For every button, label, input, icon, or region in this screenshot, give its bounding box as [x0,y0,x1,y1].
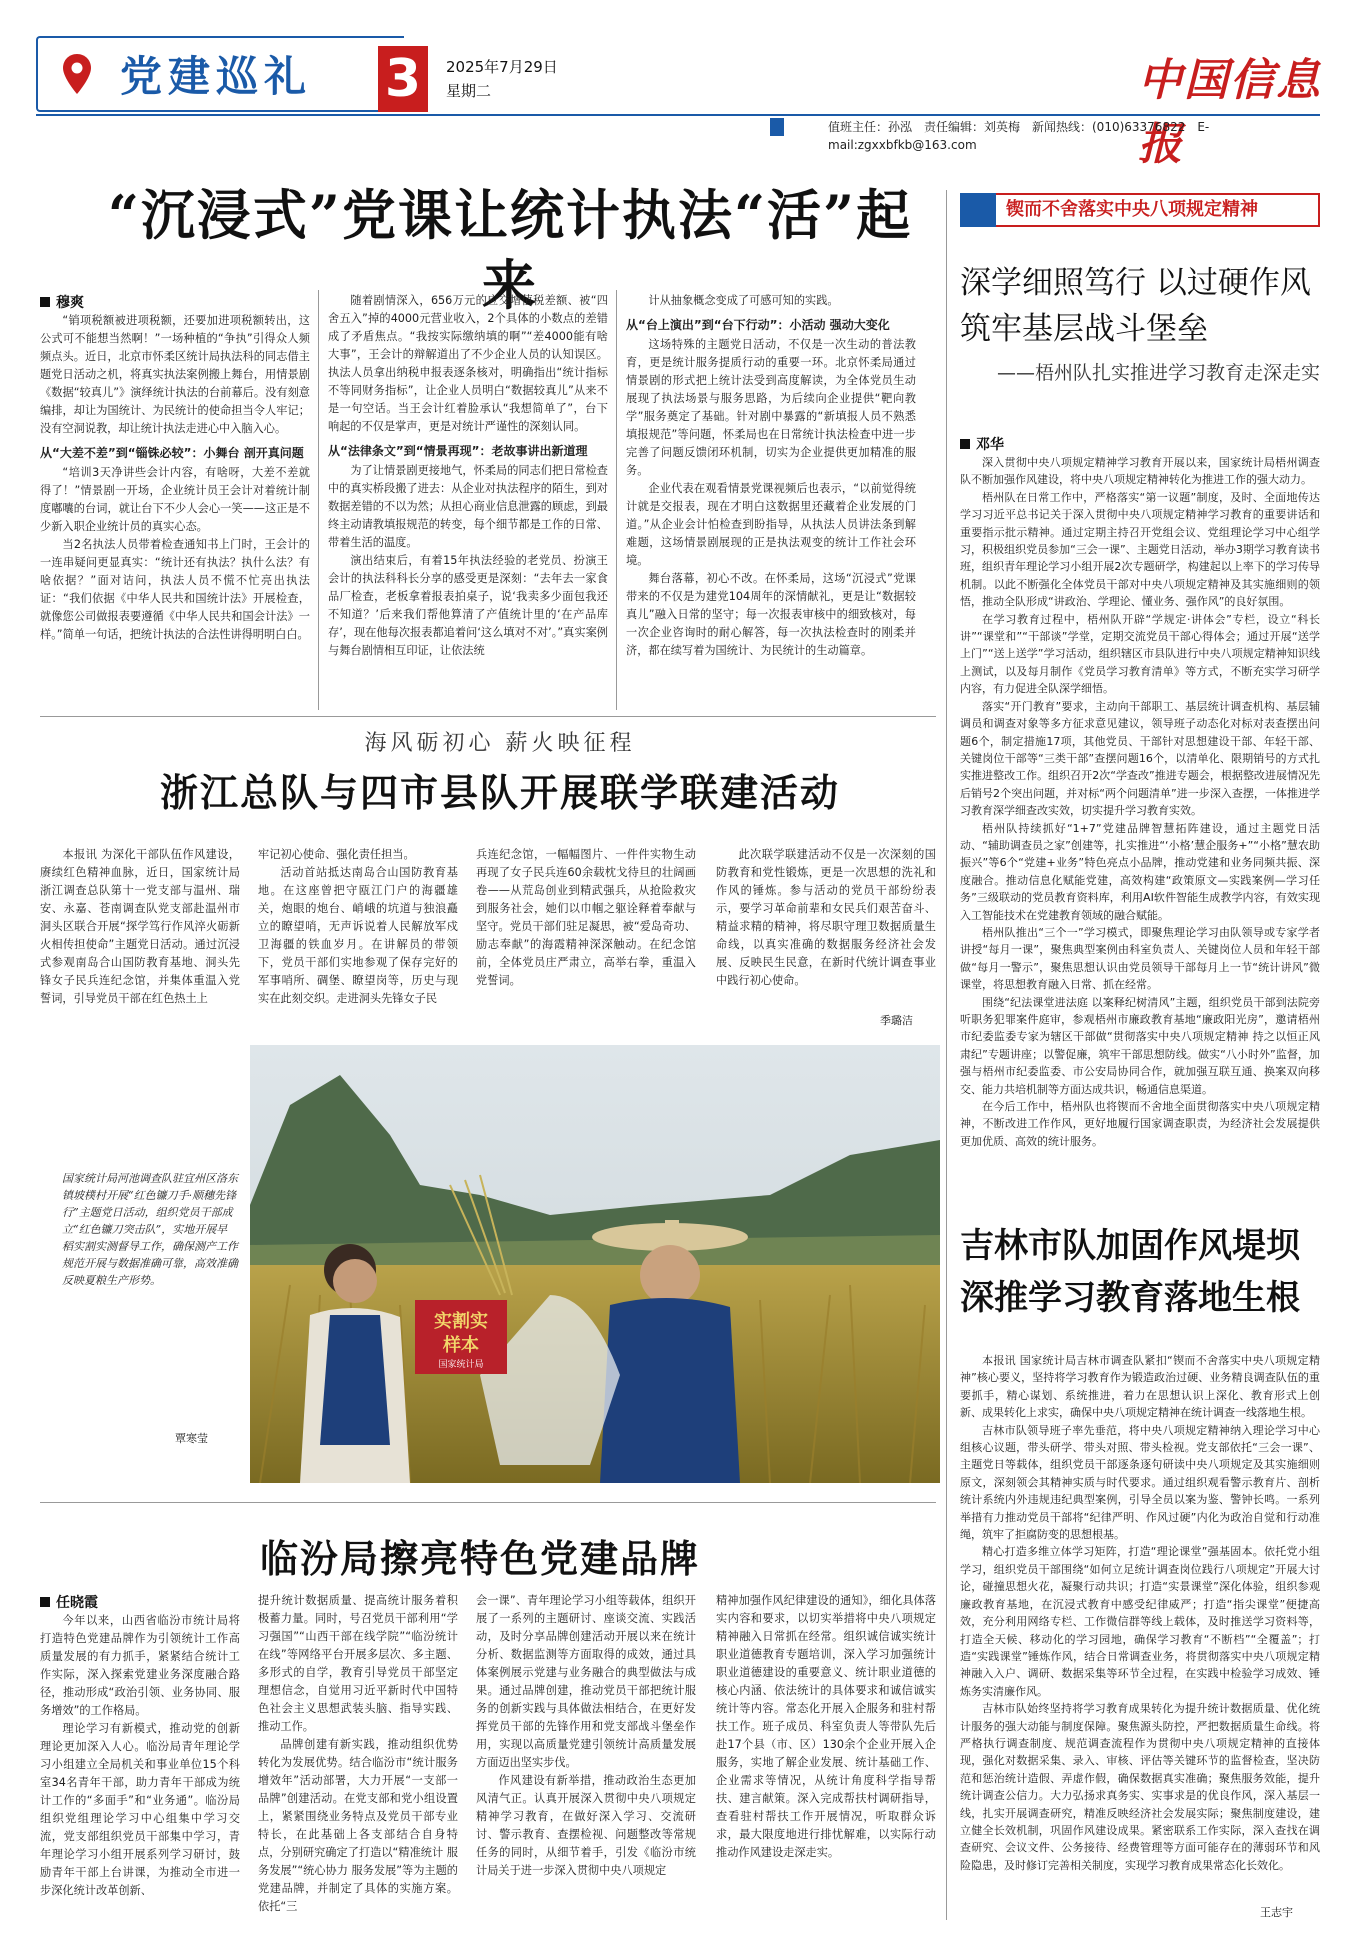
news-photo [250,1045,940,1483]
paragraph: 本报讯 国家统计局吉林市调查队紧扣“锲而不舍落实中央八项规定精神”核心要义，坚持将学习教育作为锻造政治过硬、业务精良调查队伍的重要抓手，精心谋划、系统推进，着力在思想认识上深化、教育形式上创新、成果转化上求实，确保中央八项规定精神在统计调查一线落地生根。 [960,1354,1320,1420]
article2-title: 浙江总队与四市县队开展联学联建活动 [159,770,840,815]
paragraph: “培训3天净讲些会计内容，有啥呀，大差不差就得了！”情景剧一开场，企业统计员王会计对着统计制度嘟囔的台词，就让台下不少人会心一笑——这正是不少新入职企业统计员的真实心态。 [40,466,310,533]
location-pin-icon [60,52,94,96]
article1-col1 [40,312,310,708]
paragraph: 梧州队持续抓好“1+7”党建品牌智慧拓阵建设，通过主题党日活动、“辅助调查员之家”创建等，扎实推进“‘小格’慧企服务+”“小格”慧农助振兴”等6个“党建+业务”特色亮点小品牌，推动党建和业务同频共振、深度融合。推动信息化赋能党建，高效构建“政策原文—实践案例—学习任务”三级联动的党员教育资料库，利用AI软件智能生成教学内容，有效实现入工智能技术在党建教育领域的融合赋能。 [960,821,1320,922]
paragraph: 企业代表在观看情景党课视频后也表示，“以前觉得统计就是交报表，现在才明白这数据里还藏着企业发展的门道。”从企业会计怕检查到盼指导，从执法人员讲法条到解难题，这场情景剧展现的正是执法观变的统计工作社会环境。 [626,482,916,567]
sidebar-body [960,454,1320,1200]
article2-kicker: 海风砺初心 薪火映征程 [364,731,636,756]
column-divider [616,290,617,710]
sign-text-1: 实割实 [434,1311,488,1332]
sidebar-author: 邓华 [960,434,1004,454]
paragraph: 精心打造多维立体学习矩阵，打造“理论课堂”强基固本。依托党小组学习，组织党员干部围绕“如何立足统计调查岗位践行八项规定”开展大讨论，碰撞思想火花，凝聚行动共识；打造“实景课堂”深化体验，组织参观廉政教育基地，在沉浸式教育中感受纪律威严；打造“指尖课堂”便捷高效，充分利用网络专栏、工作微信群等线上载体，及时推送学习资料等，打造全天候、移动化的学习园地，确保学习教育“不断档”“全覆盖”；打造“实践课堂”锤炼作风，结合日常调查业务，将贯彻落实中央八项规定精神融入入户、调研、数据采集等环节全过程，在实践中检验学习成效、锤炼务实清廉作风。 [960,1545,1320,1698]
paragraph: 梧州队在日常工作中，严格落实“第一议题”制度，及时、全面地传达学习习近平总书记关于深入贯彻中央八项规定精神学习教育的重要讲话和重要指示批示精神。通过定期主持召开党组会议、党组理论学习中心组学习，积极组织党员参加“三会一课”、主题党日活动，举办3期学习教育读书班，组织青年理论学习小组开展2次专题研学，构建起以上率下的学习传导机制。以此不断强化全体党员干部对中央八项规定精神及其实施细则的领悟，推动全队形成“讲政治、学理论、懂业务、强作风”的良好氛围。 [960,490,1320,609]
rice-harvest-photo [250,1045,940,1483]
subheading: 从“台上演出”到“台下行动”：小活动 强动大变化 [626,318,890,332]
sidebar-tag-marker [960,193,996,227]
paragraph: 作风建设有新举措，推动政治生态更加风清气正。认真开展深入贯彻中央八项规定精神学习教育，在做好深入学习、交流研讨、警示教育、查摆检视、问题整改等常规任务的同时，从细节着手，引发《临汾市统计局关于进一步深入贯彻中央八项规定 [476,1774,696,1877]
sign-text-3: 国家统计局 [438,1360,484,1370]
paragraph: 今年以来，山西省临汾市统计局将打造特色党建品牌作为引领统计工作高质量发展的有力抓手，紧紧结合统计工作实际，深入探索党建业务深度融合路径，推动形成“政治引领、业务协同、服务增效”的工作格局。 [40,1614,240,1717]
paragraph: 在学习教育过程中，梧州队开辟“学规定·讲体会”专栏，设立“科长讲”“课堂和”“干部谈”学堂，定期交流党员干部心得体会；通过开展“送学上门”“送上送学”学习活动，组织辖区市县队进行中央八项规定精神知识线上测试，以及每月制作《党员学习教育清单》等方式，不断充实学习研学内容，有力促进全队深学细悟。 [960,612,1320,696]
paragraph: “销项税额被进项税额，还要加进项税额转出，这公式可不能想当然啊！”一场种植的“争执”引得众人频频点头。近日，北京市怀柔区统计局执法科的同志借主题党日活动之机，将真实执法案例搬上舞台，用情景剧《数据“较真儿”》演绎统计执法的台前幕后。没有刻意编排，却让为国统计、为民统计的使命担当令人牢记；没有空洞说教，却让统计执法走进心中入脑入心。 [40,314,310,435]
article2-byline: 季璐洁 [880,1014,913,1027]
paragraph: 当2名执法人员带着检查通知书上门时，王会计的一连串疑问更显真实：“统计还有执法？执什么法？有啥依据？”面对诘问，执法人员不慌不忙亮出执法证：“我们依据《中华人民共和国统计法》开展检查，就像您公司做报表要遵循《中华人民共和国会计法》一样。”简单一句话，把统计执法的合法性讲得明明白白。 [40,538,310,641]
article2-col4 [716,846,936,1026]
photo-credit: 覃寒莹 [175,1432,208,1445]
issue-weekday: 星期二 [446,82,492,100]
paragraph: 兵连纪念馆，一幅幅图片、一件件实物生动再现了女子民兵连60余载枕戈待旦的壮阔画卷——从荒岛创业到精武强兵，从抢险救灾到服务社会，她们以巾帼之躯诠释着奉献与坚守。党员干部们驻足凝思，被“爱岛奇功、励志奉献”的海霞精神深深触动。在纪念馆前，全体党员庄严肃立，高举右拳，重温入党誓词。 [476,848,696,987]
article3-author: 任晓霞 [40,1592,98,1612]
article3-col1 [40,1612,240,1928]
paragraph: 此次联学联建活动不仅是一次深刻的国防教育和党性锻炼，更是一次思想的洗礼和作风的锤炼。参与活动的党员干部纷纷表示，要学习革命前辈和女民兵们艰苦奋斗、精益求精的精神，将尽职守理卫数据质量生命线，以真实准确的数据服务经济社会发展、反映民生民意，在新时代统计调查事业中践行初心使命。 [716,848,936,987]
issue-date: 2025年7月29日 [446,58,558,76]
article3-col4 [716,1592,936,1928]
subheading: 从“大差不差”到“锱铢必较”：小舞台 剖开真问题 [40,446,304,460]
section-title: 党建巡礼 [120,52,313,101]
article4-title: 吉林市队加固作风堤坝 深推学习教育落地生根 [960,1226,1300,1318]
paragraph: 提升统计数据质量、提高统计服务着积极蓄力量。同时，号召党员干部利用“学习强国”“山西干部在线学院”“临汾统计在线”等网络平台开展多层次、多主题、多形式的自学，教育引导党员干部坚定理想信念，自觉用习近平新时代中国特色社会主义思想武装头脑、指导实践、推动工作。 [258,1594,458,1733]
article2-col3 [476,846,696,1026]
article2-col1 [40,846,240,1026]
sidebar-subtitle: ——梧州队扎实推进学习教育走深走实 [996,362,1320,384]
paragraph: 理论学习有新模式，推动党的创新理论更加深入人心。临汾局青年理论学习小组建立全局机关和事业单位15个科室34名青年干部，助力青年干部成为统计工作的“多面手”和“业务通”。临汾局组织党组理论学习中心组集中学习交流，党支部组织党员干部集中学习，青年理论学习小组开展系列学习研讨，鼓励青年干部上台讲课，为推动全市进一步深化统计改革创新、 [40,1722,240,1897]
sidebar-title: 深学细照笃行 以过硬作风筑牢基层战斗堡垒 [960,265,1311,347]
sidebar-tag-label: 锲而不舍落实中央八项规定精神 [996,193,1320,227]
article4-byline: 王志宇 [1260,1906,1293,1919]
paragraph: 计从抽象概念变成了可感可知的实践。 [648,294,839,307]
paragraph: 演出结束后，有着15年执法经验的老党员、扮演王会计的执法科科长分享的感受更是深刻：“去年去一家食品厂检查，老板拿着报表拍桌子，说‘我卖多少面包我还不知道？’后来我们帮他算清了产值统计里的‘在产品库存’，现在他每次报表都追着问‘这么填对不对’。”真实案例与舞台剧情相互印证，让依法统 [328,554,608,657]
paragraph: 本报讯 为深化干部队伍作风建设，赓续红色精神血脉，近日，国家统计局浙江调查总队第十一党支部与温州、瑞安、永嘉、苍南调查队党支部赴温州市洞头区联合开展“探学笃行作风淬火砺新火相传担使命”主题党日活动。通过沉浸式参观南岛合山国防教育基地、洞头先锋女子民兵连纪念馆，并集体重温入党誓词，引导党员干部在红色热土上 [40,848,240,1005]
paragraph: 品牌创建有新实践，推动组织优势转化为发展优势。结合临汾市“统计服务增效年”活动部署，大力开展“一支部一品牌”创建活动。在党支部和党小组设置上，紧紧围绕业务特点及党员干部专业特长，在此基础上各支部结合自身特点，分别研究确定了打造以“精准统计 服务发展”“统心协力 服务发展”等为主题的党建品牌，并制定了具体的实施方案。依托“三 [258,1738,458,1913]
paragraph: 为了让情景剧更接地气，怀柔局的同志们把日常检查中的真实桥段搬了进去：从企业对执法程序的陌生，到对数据差错的不以为然；从担心商业信息泄露的顾虑，到最终主动请教填报规范的转变，每个细节都是工作的日常、带着生活的温度。 [328,464,608,549]
article3-col3 [476,1592,696,1928]
paragraph: 精神加强作风纪律建设的通知》，细化具体落实内容和要求，以切实举措将中央八项规定精神融入日常抓在经常。组织诚信诚实统计职业道德教育专题培训，深入学习加强统计职业道德建设的重要意义、统计职业道德的核心内涵、依法统计的具体要求和诚信诚实统计等内容。常态化开展入企服务和驻村帮扶工作。班子成员、科室负责人等带队先后赴17个县（市、区）130余个企业开展入企服务，实地了解企业发展、统计基础工作、企业需求等情况，从统计角度科学指导帮扶、建言献策。深入完成帮扶村调研指导，查看驻村帮扶工作开展情况，听取群众诉求，最大限度地进行排忧解难，以实际行动推动作风建设走深走实。 [716,1594,936,1859]
paragraph: 活动首站抵达南岛合山国防教育基地。在这座曾把守瓯江门户的海疆雄关，炮眼的炮台、峭峨的坑道与独浪矗立的瞭望哨，无声诉说着人民解放军戍卫海疆的铁血岁月。在讲解员的带领下，党员干部们实地参观了保存完好的军事哨所、碉堡、瞭望岗等，历史与现实在此刻交织。走进洞头先锋女子民 [258,866,458,1005]
paragraph: 随着剧情深入，656万元的应交增值税差额、被“四舍五入”掉的4000元营业收入，2个具体的小数点的差错成了矛盾焦点。“我按实际缴纳填的啊”“差4000能有啥大事”，王会计的辩解道出了不少企业人员的认知误区。执法人员拿出纳税申报表逐条核对，明确指出“统计指标不等同财务指标”，让企业人员明白“数据较真儿”从来不是一句空话。当王会计红着脸承认“我想简单了”，台下响起的不仅是掌声，更是对统计严谨性的深刻认同。 [328,294,608,433]
section-divider [40,1502,936,1503]
article4-body [960,1352,1320,1900]
sidebar-divider [946,190,947,1920]
article1-col2 [328,292,608,708]
paragraph: 这场特殊的主题党日活动，不仅是一次生动的普法教育，更是统计服务提质行动的重要一环。北京怀柔局通过情景剧的形式把上统计法受到高度解读，为全体党员生动展现了执法场景与服务思路，为后续向企业提供“靶向教学”服务奠定了基础。针对剧中暴露的“新填报人员不熟悉填报规范”等问题，怀柔局也在日常统计执法检查中进一步完善了问题反馈闭环机制，切实为企业提供更加精准的服务。 [626,338,916,477]
article3-col2 [258,1592,458,1928]
paragraph: 在今后工作中，梧州队也将锲而不舍地全面贯彻落实中央八项规定精神，不断改进工作作风，更好地履行国家调查职责，为经济社会发展提供更加优质、高效的统计服务。 [960,1100,1320,1148]
paragraph: 牢记初心使命、强化责任担当。 [258,848,415,861]
page-number: 3 [378,46,428,112]
article3-title: 临汾局擦亮特色党建品牌 [259,1536,700,1581]
paragraph: 梧州队推出“三个一”学习模式，即聚焦理论学习由队领导或专家学者讲授“每月一课”，聚焦典型案例由科室负责人、关键岗位人员和年轻干部做“每月一警示”，聚焦思想认识由党员领导干部每月上一节“统计讲风”微课堂，将思想教育融入日常、抓在经常。 [960,925,1320,992]
article1-author: 穆爽 [40,292,84,312]
column-divider [318,290,319,710]
paragraph: 深入贯彻中央八项规定精神学习教育开展以来，国家统计局梧州调查队不断加强作风建设，将中央八项规定精神转化为推进工作的强大动力。 [960,456,1320,487]
article1-title: “沉浸式”党课让统计执法“活”起来 [107,183,913,317]
sign-text-2: 样本 [443,1335,479,1356]
sidebar-tag [960,193,1320,227]
paragraph: 吉林市队领导班子率先垂范，将中央八项规定精神纳入理论学习中心组核心议题，带头研学、带头对照、带头检视。党支部依托“三会一课”、主题党日等载体，组织党员干部逐条逐句研读中央八项规定及其实施细则原文，深刻领会其精神实质与时代要求。通过组织观看警示教育片、剖析统计系统内外违规违纪典型案例，引导全员以案为鉴、警钟长鸣。一系列举措有力推动党员干部将“纪律严明、作风过硬”内化为政治自觉和行动准绳，筑牢了拒腐防变的思想根基。 [960,1423,1320,1542]
paragraph: 围绕“纪法课堂进法庭 以案释纪树清风”主题，组织党员干部到法院旁听职务犯罪案件庭审，参观梧州市廉政教育基地“廉政阳光房”，邀请梧州市纪委监委专家为辖区干部做“贯彻落实中央八项规定精神 持之以恒正风肃纪”专题讲座；以警促廉，筑牢干部思想防线。做实“八小时外”监督，加强与梧州市纪委监委、市公安局协同合作，就加强互联互通、换案双向移交、能力共培机制等方面达成共识，畅通信息渠道。 [960,995,1320,1096]
paragraph: 会一课”、青年理论学习小组等载体，组织开展了一系列的主题研讨、座谈交流、实践活动，及时分享品牌创建活动开展以来在统计分析、数据监测等方面取得的成效，通过具体案例展示党建与业务融合的典型做法与成果。通过品牌创建，推动党员干部把统计服务的创新实践与具体做法相结合，在更好发挥党员干部的先锋作用和党支部战斗堡垒作用，实现以高质量党建引领统计高质量发展方面迈出坚实步伐。 [476,1594,696,1769]
staff-info: 值班主任：孙泓 责任编辑：刘英梅 新闻热线：(010)63376822 E-mail:zgxxbfkb@163.com [828,120,1210,152]
paragraph: 吉林市队始终坚持将学习教育成果转化为提升统计数据质量、优化统计服务的强大动能与制度保障。聚焦源头防控，严把数据质量生命线。将严格执行调查制度、规范调查流程作为贯彻中央八项规定精神的直接体现，强化对数据采集、录入、审核、评估等关键环节的监督检查，坚决防范和惩治统计造假、弄虚作假，确保数据真实准确；聚焦服务效能，提升统计调查公信力。大力弘扬求真务实、实事求是的优良作风，深入基层一线，扎实开展调查研究，精准反映经济社会发展实际；聚焦制度建设，建立健全长效机制，巩固作风建设成果。紧密联系工作实际，深入查找在调查研究、会议文件、公务接待、经费管理等方面可能存在的薄弱环节和风险隐患，及时修订完善相关制度，实现学习教育成果常态化长效化。 [960,1702,1320,1872]
subheading: 从“法律条文”到“情景再现”：老故事讲出新道理 [328,444,588,458]
article1-col3 [626,292,916,708]
paragraph: 舞台落幕，初心不改。在怀柔局，这场“沉浸式”党课带来的不仅是为建党104周年的深情献礼，更是让“数据较真儿”融入日常的坚守；每一次报表审核中的细致核对，每一次企业咨询时的耐心解答，每一次执法检查时的刚柔并济，都在续写着为国统计、为民统计的生动篇章。 [626,572,916,657]
paragraph: 落实“开门教育”要求，主动向干部职工、基层统计调查机构、基层辅调员和调查对象等多方征求意见建议，领导班子动态化对标对表查摆出问题6个，制定措施17项，其他党员、干部针对思想建设干部、年轻干部、关键岗位干部等“三类干部”查摆问题16个，以清单化、限期销号的方式扎实推进整改工作。组织召开2次“学查改”推进专题会，根据整改进展情况先后销号2个突出问题，并对标“两个问题清单”进一步深入查摆，一体推进学习教育深学细查改实效，切实提升学习教育实效。 [960,699,1320,818]
section-divider [40,716,936,717]
photo-caption: 国家统计局河池调查队驻宜州区洛东镇坡樸村开展“红色镰刀手·顺穗先锋行”主题党日活动，组织党员干部成立“红色镰刀突击队”，实地开展早稻实割实测督导工作，确保测产工作规范开展与数据准确可靠，高效准确反映夏粮生产形势。 [62,1172,238,1287]
article2-col2 [258,846,458,1026]
header-rule [36,114,1320,116]
newspaper-logo: 中国信息报 [1138,55,1322,170]
